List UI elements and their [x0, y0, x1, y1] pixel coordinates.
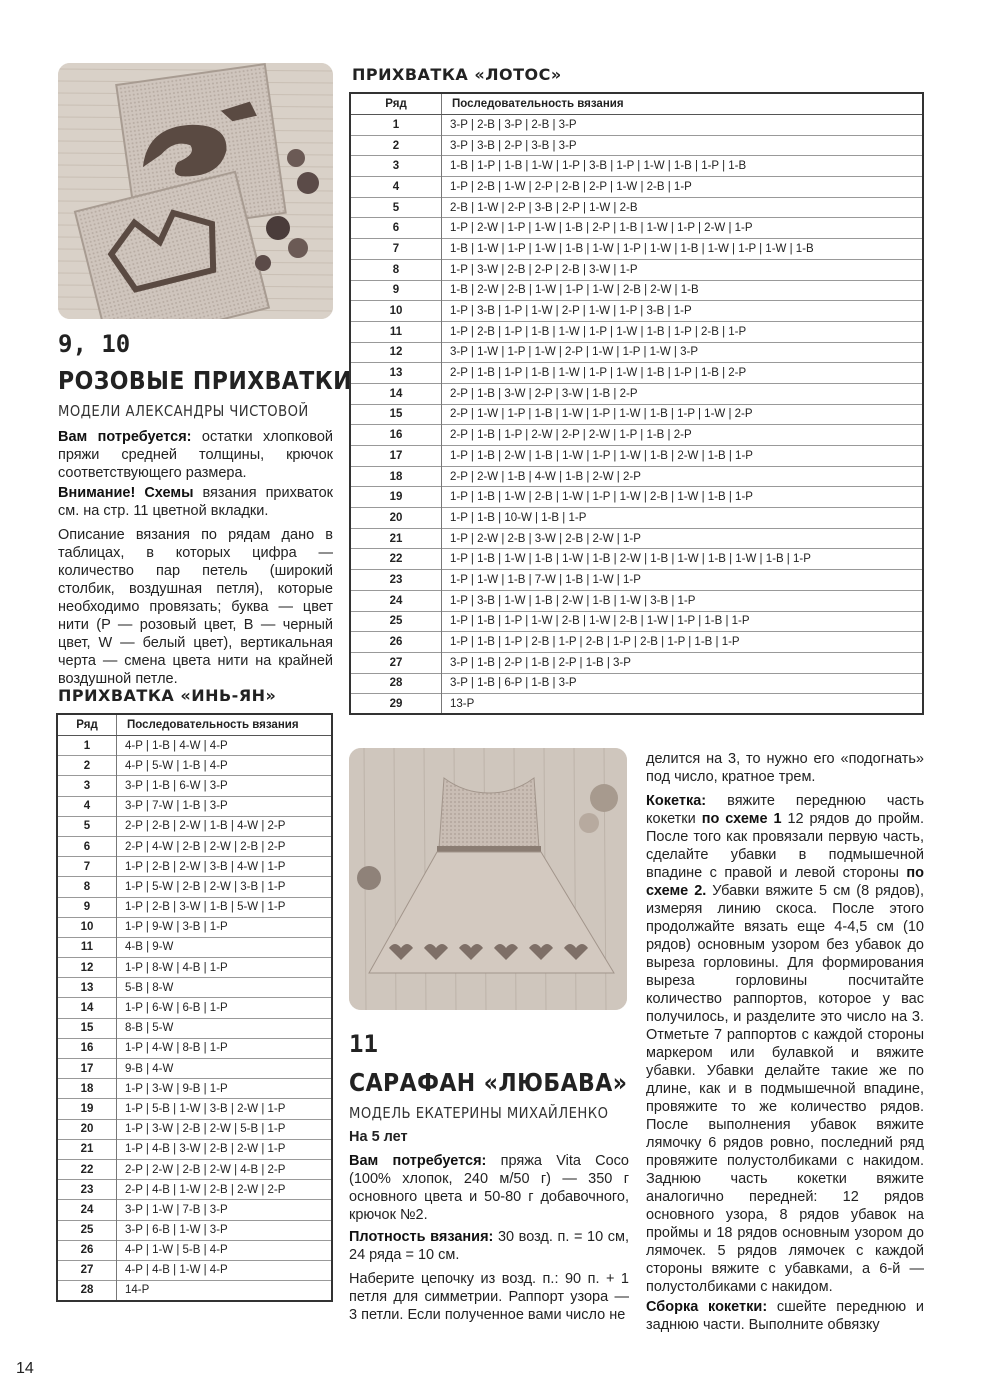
- table-row: [57, 1099, 332, 1119]
- row-sequence: 1-P | 2-W | 1-P | 1-W | 1-B | 2-P | 1-B | 1-W | 1-P | 2-W | 1-P: [442, 218, 924, 239]
- table-row: [57, 1180, 332, 1200]
- yoke-text-3: Убавки вяжите 5 см (8 рядов), измеряя линию скоса. После этого продолжайте вязать еще 4-4,5 см (10 рядов) основным узором без убавок до выреза горловины. Для формирования выреза горловины посчитайте количество раппортов, которое у вас получилось, и разделите это число на 3. Отметьте 7 раппортов с каждой стороны маркером или булавкой и вяжите убавки. Убавки делайте такие же по длине, как и в подмышечной впадине, провяжите то же количество рядов. После выполнения убавок вяжите лямочку 6 рядов ровно, последний ряд провяжите полустолбиками с накидом. Заднюю часть кокетки вяжите аналогично передней: 12 рядов основного узора, 8 рядов убавок на проймы и 18 рядов основным узором до лямочек. 5 рядов лямочек с каждой стороны вяжите с убавками, а 6-й — полустолбиками с накидом.: [646, 883, 924, 1295]
- table-row: [57, 736, 332, 756]
- row-number: 19: [57, 1099, 117, 1119]
- table-row: [350, 135, 923, 156]
- row-number: 1: [57, 736, 117, 756]
- row-number: 17: [350, 446, 442, 467]
- row-number: 3: [57, 776, 117, 796]
- row-sequence: 1-P | 8-W | 4-B | 1-P: [117, 958, 333, 978]
- row-number: 7: [350, 239, 442, 260]
- row-number: 6: [57, 836, 117, 856]
- row-sequence: 3-P | 1-W | 1-P | 1-W | 2-P | 1-W | 1-P | 1-W | 3-P: [442, 342, 924, 363]
- row-number: 9: [57, 897, 117, 917]
- row-number: 4: [57, 796, 117, 816]
- row-number: 12: [57, 958, 117, 978]
- section11-materials-text: пряжа Vita Coco (100% хлопок, 240 м/50 г) — 350 г основного цвета и 50-80 г добавочного, крючок №2.: [349, 1153, 629, 1223]
- table-row: [57, 1220, 332, 1240]
- row-sequence: 1-P | 4-W | 8-B | 1-P: [117, 1038, 333, 1058]
- row-sequence: 1-P | 6-W | 6-B | 1-P: [117, 998, 333, 1018]
- row-sequence: 1-B | 1-W | 1-P | 1-W | 1-B | 1-W | 1-P | 1-W | 1-B | 1-W | 1-P | 1-W | 1-B: [442, 239, 924, 260]
- table-row: [57, 1159, 332, 1179]
- row-number: 26: [57, 1240, 117, 1260]
- yinyang-title: ПРИХВАТКА «ИНЬ-ЯН»: [58, 686, 277, 705]
- section11-right-top: делится на 3, то нужно его «подогнать» под число, кратное трем.: [646, 751, 924, 785]
- row-sequence: 3-P | 6-B | 1-W | 3-P: [117, 1220, 333, 1240]
- table-row: [57, 937, 332, 957]
- row-number: 9: [350, 280, 442, 301]
- row-number: 5: [57, 816, 117, 836]
- table-row: [350, 611, 923, 632]
- row-number: 29: [350, 694, 442, 715]
- table-row: [57, 857, 332, 877]
- row-number: 27: [350, 652, 442, 673]
- table-row: [350, 321, 923, 342]
- table-row: [57, 877, 332, 897]
- row-sequence: 3-P | 1-B | 6-P | 1-B | 3-P: [442, 673, 924, 694]
- row-number: 27: [57, 1260, 117, 1280]
- row-sequence: 2-P | 1-W | 1-P | 1-B | 1-W | 1-P | 1-W | 1-B | 1-P | 1-W | 2-P: [442, 404, 924, 425]
- row-sequence: 1-P | 1-B | 10-W | 1-B | 1-P: [442, 508, 924, 529]
- table-row: [350, 177, 923, 198]
- table-row: [57, 978, 332, 998]
- dress-photo: [349, 748, 627, 1010]
- table-row: [350, 363, 923, 384]
- section-title: РОЗОВЫЕ ПРИХВАТКИ: [58, 366, 353, 395]
- row-sequence: 4-P | 5-W | 1-B | 4-P: [117, 756, 333, 776]
- section11-density-text: 30 возд. п. = 10 см, 24 ряда = 10 см.: [349, 1229, 629, 1263]
- table-row: [350, 694, 923, 715]
- warning-paragraph: [58, 484, 333, 520]
- section11-age: На 5 лет: [349, 1129, 408, 1145]
- materials-label: Вам потребуется:: [58, 429, 192, 445]
- row-number: 18: [350, 466, 442, 487]
- row-sequence: 1-P | 1-B | 1-W | 2-B | 1-W | 1-P | 1-W | 2-B | 1-W | 1-B | 1-P: [442, 487, 924, 508]
- yoke-text-1: вяжите переднюю часть кокетки: [646, 793, 924, 827]
- yoke-label: Кокетка:: [646, 793, 707, 809]
- row-number: 2: [350, 135, 442, 156]
- section-author: МОДЕЛИ АЛЕКСАНДРЫ ЧИСТОВОЙ: [58, 402, 309, 420]
- row-sequence: 1-P | 3-W | 2-B | 2-W | 5-B | 1-P: [117, 1119, 333, 1139]
- row-number: 5: [350, 197, 442, 218]
- row-sequence: 2-P | 4-B | 1-W | 2-B | 2-W | 2-P: [117, 1180, 333, 1200]
- table-row: [350, 197, 923, 218]
- row-sequence: 2-P | 1-B | 3-W | 2-P | 3-W | 1-B | 2-P: [442, 383, 924, 404]
- row-sequence: 3-P | 1-W | 7-B | 3-P: [117, 1200, 333, 1220]
- row-sequence: 1-P | 1-W | 1-B | 7-W | 1-B | 1-W | 1-P: [442, 570, 924, 591]
- row-number: 4: [350, 177, 442, 198]
- section11-density-label: Плотность вязания:: [349, 1229, 494, 1245]
- row-sequence: 2-P | 4-W | 2-B | 2-W | 2-B | 2-P: [117, 836, 333, 856]
- row-number: 15: [57, 1018, 117, 1038]
- row-sequence: 4-P | 4-B | 1-W | 4-P: [117, 1260, 333, 1280]
- lotus-title: ПРИХВАТКА «ЛОТОС»: [352, 65, 562, 84]
- row-sequence: 1-P | 2-W | 2-B | 3-W | 2-B | 2-W | 1-P: [442, 528, 924, 549]
- row-number: 14: [350, 383, 442, 404]
- lotus-col-row: Ряд: [350, 93, 442, 115]
- row-sequence: 1-P | 2-B | 1-W | 2-P | 2-B | 2-P | 1-W | 2-B | 1-P: [442, 177, 924, 198]
- row-number: 10: [350, 301, 442, 322]
- row-number: 18: [57, 1079, 117, 1099]
- row-number: 28: [57, 1281, 117, 1301]
- materials-text: остатки хлопковой пряжи средней толщины, крючок соответствующего размера.: [58, 429, 334, 481]
- table-row: [57, 1200, 332, 1220]
- table-row: [57, 1240, 332, 1260]
- table-row: [350, 383, 923, 404]
- row-sequence: 1-P | 2-B | 3-W | 1-B | 5-W | 1-P: [117, 897, 333, 917]
- row-sequence: 1-B | 1-P | 1-B | 1-W | 1-P | 3-B | 1-P | 1-W | 1-B | 1-P | 1-B: [442, 156, 924, 177]
- section11-number: 11: [349, 1030, 378, 1058]
- row-number: 10: [57, 917, 117, 937]
- section11-yoke: [646, 792, 924, 1296]
- row-sequence: 1-P | 9-W | 3-B | 1-P: [117, 917, 333, 937]
- row-sequence: 3-P | 1-B | 6-W | 3-P: [117, 776, 333, 796]
- row-sequence: 5-B | 8-W: [117, 978, 333, 998]
- table-row: [57, 836, 332, 856]
- row-sequence: 3-P | 2-B | 3-P | 2-B | 3-P: [442, 115, 924, 136]
- potholders-photo: [58, 63, 333, 319]
- row-sequence: 14-P: [117, 1281, 333, 1301]
- row-number: 16: [350, 425, 442, 446]
- row-number: 23: [350, 570, 442, 591]
- row-sequence: 1-P | 1-B | 1-P | 2-B | 1-P | 2-B | 1-P | 2-B | 1-P | 1-B | 1-P: [442, 632, 924, 653]
- table-row: [57, 1059, 332, 1079]
- row-sequence: 1-P | 1-B | 1-W | 1-B | 1-W | 1-B | 2-W | 1-B | 1-W | 1-B | 1-W | 1-B | 1-P: [442, 549, 924, 570]
- row-number: 1: [350, 115, 442, 136]
- row-number: 8: [350, 259, 442, 280]
- table-row: [350, 570, 923, 591]
- row-sequence: 3-P | 1-B | 2-P | 1-B | 2-P | 1-B | 3-P: [442, 652, 924, 673]
- table-row: [57, 917, 332, 937]
- table-row: [350, 652, 923, 673]
- row-number: 15: [350, 404, 442, 425]
- table-row: [350, 301, 923, 322]
- table-row: [57, 1139, 332, 1159]
- row-number: 17: [57, 1059, 117, 1079]
- row-number: 25: [350, 611, 442, 632]
- row-number: 11: [57, 937, 117, 957]
- table-row: [350, 115, 923, 136]
- lotus-col-seq: Последовательность вязания: [442, 93, 924, 115]
- row-number: 22: [350, 549, 442, 570]
- row-number: 14: [57, 998, 117, 1018]
- row-sequence: 1-P | 5-B | 1-W | 3-B | 2-W | 1-P: [117, 1099, 333, 1119]
- table-row: [350, 425, 923, 446]
- table-row: [350, 259, 923, 280]
- row-sequence: 13-P: [442, 694, 924, 715]
- row-sequence: 8-B | 5-W: [117, 1018, 333, 1038]
- table-row: [57, 998, 332, 1018]
- row-number: 13: [57, 978, 117, 998]
- table-row: [350, 673, 923, 694]
- table-row: [350, 528, 923, 549]
- row-number: 20: [57, 1119, 117, 1139]
- table-row: [57, 1119, 332, 1139]
- row-number: 24: [57, 1200, 117, 1220]
- row-number: 3: [350, 156, 442, 177]
- row-number: 23: [57, 1180, 117, 1200]
- row-number: 26: [350, 632, 442, 653]
- row-sequence: 1-P | 3-B | 1-W | 1-B | 2-W | 1-B | 1-W | 3-B | 1-P: [442, 590, 924, 611]
- table-row: [350, 508, 923, 529]
- section11-chain: Наберите цепочку из возд. п.: 90 п. + 1 петля для симметрии. Раппорт узора — 3 петли. Если полученное вами число не: [349, 1271, 629, 1323]
- row-sequence: 1-P | 1-B | 1-P | 1-W | 2-B | 1-W | 2-B | 1-W | 1-P | 1-B | 1-P: [442, 611, 924, 632]
- section11-materials-label: Вам потребуется:: [349, 1153, 487, 1169]
- table-row: [350, 156, 923, 177]
- description-paragraph: Описание вязания по рядам дано в таблицах, в которых цифра — количество пар петель (широкий столбик, воздушная петля), которые необходимо провязать; буква — цвет нити (P — розовый цвет, B — черный цвет, W — белый цвет), вертикальная черта — смена цвета нити на крайней воздушной петле.: [58, 527, 333, 687]
- warning-label: Внимание! Схемы: [58, 485, 194, 501]
- row-number: 25: [57, 1220, 117, 1240]
- row-sequence: 1-B | 2-W | 2-B | 1-W | 1-P | 1-W | 2-B | 2-W | 1-B: [442, 280, 924, 301]
- yoke-scheme-1: по схеме 1: [701, 811, 782, 827]
- yinyang-col-seq: Последовательность вязания: [117, 714, 333, 736]
- section11-materials: [349, 1152, 629, 1224]
- section-number: 9, 10: [58, 330, 131, 358]
- table-row: [57, 1260, 332, 1280]
- row-sequence: 1-P | 3-W | 2-B | 2-P | 2-B | 3-W | 1-P: [442, 259, 924, 280]
- row-number: 11: [350, 321, 442, 342]
- warning-text: вязания прихваток см. на стр. 11 цветной вкладки.: [58, 485, 334, 519]
- table-row: [57, 1018, 332, 1038]
- row-sequence: 1-P | 2-B | 1-P | 1-B | 1-W | 1-P | 1-W | 1-B | 1-P | 2-B | 1-P: [442, 321, 924, 342]
- row-sequence: 4-P | 1-B | 4-W | 4-P: [117, 736, 333, 756]
- table-row: [350, 280, 923, 301]
- page-number: 14: [16, 1360, 34, 1377]
- materials-paragraph: [58, 428, 333, 482]
- table-row: [57, 1281, 332, 1301]
- row-sequence: 1-P | 3-W | 9-B | 1-P: [117, 1079, 333, 1099]
- row-sequence: 1-P | 4-B | 3-W | 2-B | 2-W | 1-P: [117, 1139, 333, 1159]
- section11-density: [349, 1228, 629, 1264]
- lotus-table: [349, 92, 924, 715]
- row-number: 21: [57, 1139, 117, 1159]
- row-sequence: 1-P | 3-B | 1-P | 1-W | 2-P | 1-W | 1-P | 3-B | 1-P: [442, 301, 924, 322]
- section11-author: МОДЕЛЬ ЕКАТЕРИНЫ МИХАЙЛЕНКО: [349, 1104, 609, 1122]
- row-sequence: 3-P | 7-W | 1-B | 3-P: [117, 796, 333, 816]
- row-number: 12: [350, 342, 442, 363]
- row-number: 28: [350, 673, 442, 694]
- row-sequence: 1-P | 5-W | 2-B | 2-W | 3-B | 1-P: [117, 877, 333, 897]
- row-sequence: 3-P | 3-B | 2-P | 3-B | 3-P: [442, 135, 924, 156]
- row-number: 20: [350, 508, 442, 529]
- row-number: 13: [350, 363, 442, 384]
- table-row: [57, 776, 332, 796]
- row-sequence: 2-P | 2-W | 2-B | 2-W | 4-B | 2-P: [117, 1159, 333, 1179]
- row-number: 6: [350, 218, 442, 239]
- table-row: [57, 1079, 332, 1099]
- table-row: [57, 897, 332, 917]
- row-sequence: 2-B | 1-W | 2-P | 3-B | 2-P | 1-W | 2-B: [442, 197, 924, 218]
- row-sequence: 1-P | 1-B | 2-W | 1-B | 1-W | 1-P | 1-W | 1-B | 2-W | 1-B | 1-P: [442, 446, 924, 467]
- table-row: [57, 756, 332, 776]
- yinyang-table: [56, 713, 333, 1302]
- row-sequence: 4-P | 1-W | 5-B | 4-P: [117, 1240, 333, 1260]
- table-row: [350, 342, 923, 363]
- section11-assembly: [646, 1298, 924, 1334]
- table-row: [350, 632, 923, 653]
- table-row: [57, 816, 332, 836]
- row-sequence: 2-P | 2-W | 1-B | 4-W | 1-B | 2-W | 2-P: [442, 466, 924, 487]
- section11-title: САРАФАН «ЛЮБАВА»: [349, 1068, 628, 1097]
- row-sequence: 2-P | 1-B | 1-P | 2-W | 2-P | 2-W | 1-P | 1-B | 2-P: [442, 425, 924, 446]
- row-number: 19: [350, 487, 442, 508]
- row-sequence: 2-P | 2-B | 2-W | 1-B | 4-W | 2-P: [117, 816, 333, 836]
- row-number: 8: [57, 877, 117, 897]
- row-number: 21: [350, 528, 442, 549]
- table-row: [57, 958, 332, 978]
- table-row: [350, 446, 923, 467]
- row-sequence: 4-B | 9-W: [117, 937, 333, 957]
- table-row: [350, 239, 923, 260]
- row-number: 2: [57, 756, 117, 776]
- table-row: [57, 796, 332, 816]
- row-sequence: 9-B | 4-W: [117, 1059, 333, 1079]
- row-number: 7: [57, 857, 117, 877]
- table-row: [350, 590, 923, 611]
- row-sequence: 2-P | 1-B | 1-P | 1-B | 1-W | 1-P | 1-W | 1-B | 1-P | 1-B | 2-P: [442, 363, 924, 384]
- row-number: 16: [57, 1038, 117, 1058]
- table-row: [350, 466, 923, 487]
- table-row: [350, 549, 923, 570]
- assembly-label: Сборка кокетки:: [646, 1299, 768, 1315]
- table-row: [350, 404, 923, 425]
- table-row: [350, 218, 923, 239]
- table-row: [57, 1038, 332, 1058]
- assembly-text: сшейте переднюю и заднюю части. Выполните обвязку: [646, 1299, 924, 1333]
- row-sequence: 1-P | 2-B | 2-W | 3-B | 4-W | 1-P: [117, 857, 333, 877]
- row-number: 24: [350, 590, 442, 611]
- yoke-scheme-2: по схеме 2.: [646, 865, 924, 899]
- yinyang-col-row: Ряд: [57, 714, 117, 736]
- yoke-text-2: 12 рядов до пройм. После того как провязали первую часть, сделайте убавки в подмышечной впадине с правой и левой стороны: [646, 811, 925, 881]
- table-row: [350, 487, 923, 508]
- row-number: 22: [57, 1159, 117, 1179]
